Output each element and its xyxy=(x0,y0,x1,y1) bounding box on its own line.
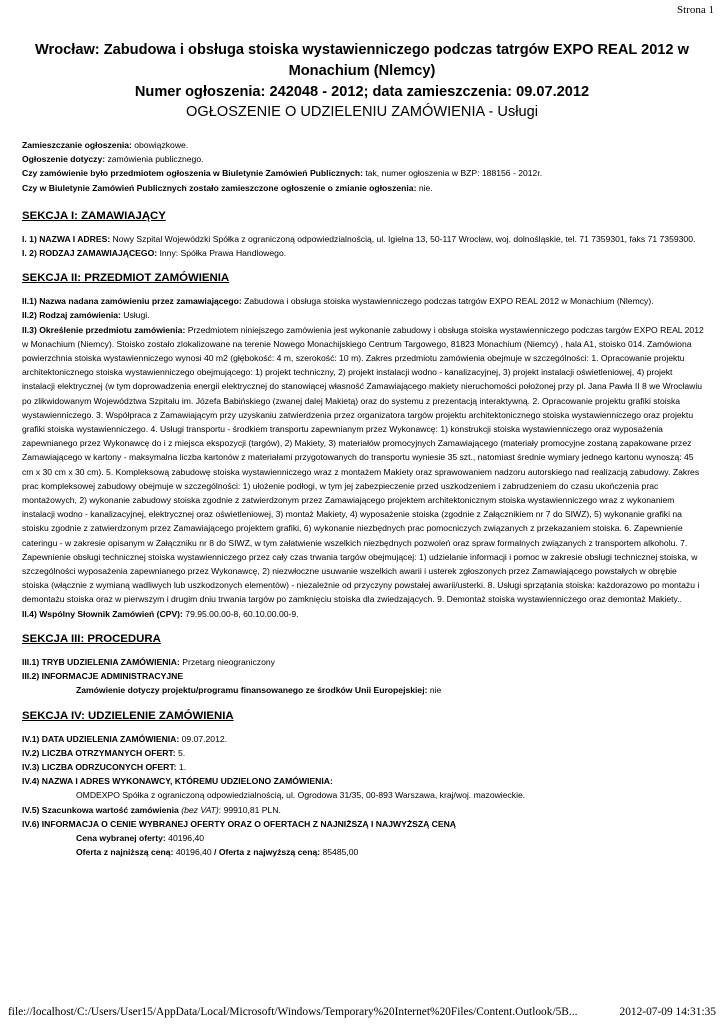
section-2-item xyxy=(22,323,704,607)
item-value: Inny: Spółka Prawa Handlowego. xyxy=(157,248,287,259)
intro-value: tak, numer ogłoszenia w BZP: 188156 - 2012r. xyxy=(362,168,543,179)
title-line-3: Numer ogłoszenia: 242048 - 2012; data zamieszczenia: 09.07.2012 xyxy=(134,84,590,100)
item-label: IV.3) LICZBA ODRZUCONYCH OFERT: xyxy=(22,761,177,772)
intro-line xyxy=(22,166,704,180)
item-value: 5. xyxy=(175,747,186,758)
lowest-price-label: Oferta z najniższą ceną: xyxy=(76,847,174,858)
item-value: 40196,40 xyxy=(165,832,205,843)
item-label: II.4) Wspólny Słownik Zamówień (CPV): xyxy=(22,608,183,619)
item-label: II.1) Nazwa nadana zamówieniu przez zamawiającego: xyxy=(22,296,242,307)
intro-line xyxy=(22,138,704,152)
section-2-item xyxy=(22,607,704,621)
intro-value: zamówienia publicznego. xyxy=(105,154,204,165)
item-label: Zamówienie dotyczy projektu/programu finansowanego ze środków Unii Europejskiej: xyxy=(76,685,428,696)
item-label: IV.6) INFORMACJA O CENIE WYBRANEJ OFERTY ORAZ O OFERTACH Z NAJNIŻSZĄ I NAJWYŻSZĄ CENĄ xyxy=(22,818,457,829)
item-value: nie xyxy=(427,685,442,696)
price-selected xyxy=(22,831,704,845)
footer-timestamp: 2012-07-09 14:31:35 xyxy=(619,1006,716,1018)
item-label: IV.5) Szacunkowa wartość zamówienia xyxy=(22,804,179,815)
intro-value: obowiązkowe. xyxy=(131,140,189,150)
intro-label: Czy w Biuletynie Zamówień Publicznych zostało zamieszczone ogłoszenie o zmianie ogłoszenia: xyxy=(22,182,417,193)
section-4-heading: SEKCJA IV: UDZIELENIE ZAMÓWIENIA xyxy=(22,709,234,722)
item-label: I. 2) RODZAJ ZAMAWIAJĄCEGO: xyxy=(22,248,158,259)
intro-block xyxy=(22,138,704,195)
intro-value: nie. xyxy=(416,182,433,193)
section-1-heading: SEKCJA I: ZAMAWIAJĄCY xyxy=(22,209,166,222)
price-separator: / xyxy=(211,847,219,858)
title-line-4: OGŁOSZENIE O UDZIELENIU ZAMÓWIENIA - Usługi xyxy=(186,104,538,120)
lowest-price-value: 40196,40 xyxy=(173,847,212,858)
announcement-title xyxy=(20,40,704,122)
section-4-item xyxy=(22,732,704,746)
item-label: I. 1) NAZWA I ADRES: xyxy=(22,233,111,244)
section-4-item xyxy=(22,760,704,774)
highest-price-label: Oferta z najwyższą ceną: xyxy=(218,847,321,858)
section-2-item xyxy=(22,294,704,308)
highest-price-value: 85485,00 xyxy=(320,847,359,858)
section-4-item xyxy=(22,774,704,788)
announcement-body xyxy=(22,138,704,859)
item-value: : 99910,81 PLN. xyxy=(218,804,281,815)
intro-label: Ogłoszenie dotyczy: xyxy=(22,154,106,165)
section-4-item xyxy=(22,746,704,760)
section-1-item xyxy=(22,246,704,260)
section-3-item xyxy=(22,655,704,669)
section-4-item xyxy=(22,817,704,831)
section-4-item xyxy=(22,803,704,817)
item-value: 79.95.00.00-8, 60.10.00.00-9. xyxy=(182,608,299,619)
title-line-1: Wrocław: Zabudowa i obsługa stoiska wystawienniczego podczas tatrgów EXPO REAL 2012 w xyxy=(35,42,689,58)
section-3-item xyxy=(22,669,704,683)
item-label: II.2) Rodzaj zamówienia: xyxy=(22,310,121,321)
section-3-heading: SEKCJA III: PROCEDURA xyxy=(22,632,161,645)
intro-label: Zamieszczanie ogłoszenia: xyxy=(22,140,132,150)
section-2-item xyxy=(22,308,704,322)
item-value: Zabudowa i obsługa stoiska wystawienniczego podczas tatrgów EXPO REAL 2012 w Monachium (Nlemcy). xyxy=(241,296,654,307)
item-label: II.3) Określenie przedmiotu zamówienia: xyxy=(22,324,186,335)
section-1-item xyxy=(22,232,704,246)
item-label: Cena wybranej oferty: xyxy=(76,832,166,843)
item-value: Przetarg nieograniczony xyxy=(179,656,275,667)
item-label: III.1) TRYB UDZIELENIA ZAMÓWIENIA: xyxy=(22,656,180,667)
item-label: IV.2) LICZBA OTRZYMANYCH OFERT: xyxy=(22,747,176,758)
price-range xyxy=(22,845,704,859)
section-2-heading: SEKCJA II: PRZEDMIOT ZAMÓWIENIA xyxy=(22,272,230,285)
intro-label: Czy zamówienie było przedmiotem ogłoszenia w Biuletynie Zamówień Publicznych: xyxy=(22,168,363,179)
page-number: Strona 1 xyxy=(677,4,714,16)
item-italic: (bez VAT) xyxy=(178,804,219,815)
footer-file-path: file://localhost/C:/Users/User15/AppData/Local/Microsoft/Windows/Temporary%20Internet%20Files/Content.Outlook/5B... xyxy=(8,1006,578,1018)
section-3-subitem xyxy=(22,683,704,697)
item-label: III.2) INFORMACJE ADMINISTRACYJNE xyxy=(22,671,184,682)
item-value: 1. xyxy=(176,761,187,772)
title-line-2: Monachium (Nlemcy) xyxy=(288,63,436,79)
contractor-address: OMDEXPO Spółka z ograniczoną odpowiedzialnością, ul. Ogrodowa 31/35, 00-893 Warszawa, kraj/woj. mazowieckie. xyxy=(76,790,526,801)
item-label: IV.4) NAZWA I ADRES WYKONAWCY, KTÓREMU UDZIELONO ZAMÓWIENIA: xyxy=(22,776,333,787)
item-value: Nowy Szpital Wojewódzki Spółka z ograniczoną odpowiedzialnością, ul. Igielna 13, 50-117 Wrocław, woj. dolnośląskie, tel. 71 7359301, faks 71 7359300. xyxy=(110,233,696,244)
intro-line xyxy=(22,152,704,166)
item-value: 09.07.2012. xyxy=(179,733,228,744)
item-label: IV.1) DATA UDZIELENIA ZAMÓWIENIA: xyxy=(22,733,180,744)
item-value: Przedmiotem niniejszego zamówienia jest wykonanie zabudowy i obsługa stoiska wystawienniczego podczas targów EXPO REAL 2012 w Monachium (Niemcy). Stoisko zostało zlokalizowane na terenie Nowego Monachijskiego Centrum Targowego, 81823 Monachium (Niemcy) , hala A1, stoisko 014. Zamówiona powierzchnia stoiska wystawienniczego wynosi 40 m2 (głębokość: 4 m, szerokość: 10 m). Zakres przedmiotu zamówienia obejmuje w szczególności: 1. Opracowanie projektu architektonicznego stoiska wystawienniczego obejmującego: 1) projekt techniczny, 2) projekt instalacji wodno - kanalizacyjnej, 3) projekt instalacji oświetleniowej, 4) projekt instalacji elektrycznej (w tym doprowadzenia energii elektrycznej do stanowiącej własność Zamawiającego makiety nieruchomości położonej przy pl. Jana Pawła II 8 we Wrocławiu po zlikwidowanym Województwa Szpitalu im. Józefa Babińskiego (zwanej dalej Makietą) oraz do systemu z prezentacją interaktywną. 2. Opracowanie projektu grafiki stoiska wystawienniczego. 3. Współpraca z Zamawiającym przy uzyskaniu zatwierdzenia przez organizatora targów projektu architektonicznego stoiska wystawienniczego oraz projektu grafiki stoiska wystawienniczego. 4. Usługi transportu - środkiem transportu zapewnianym przez Wykonawcę: 1) konstrukcji stoiska wystawienniczego oraz wyposażenia zapewnianego przez Wykonawcę do i z miejsca ekspozycji (targów), 2) Makiety, 3) materiałów promocyjnych Zamawiającego (materiały promocyjne zostaną zapakowane przez Zamawiającego w kartony - maksymalna liczba kartonów z materiałami przygotowanych do transportu wyniesie 35 szt., natomiast średnie wymiary jednego kartonu wynoszą: 45 cm x 30 cm x 30 cm). 5. Kompleksową zabudowę stoiska wystawienniczego wraz z montażem Makiety oraz sprawowaniem nadzoru autorskiego nad realizacją zabudowy. Zakres prac kompleksowej zabudowy obejmuje w szczególności: 1) ułożenie podłogi, w tym jej zabezpieczenie przed uszkodzeniem i zabrudzeniem do czasu ukończenia prac montażowych, 2) wykonanie zabudowy stoiska zgodnie z zatwierdzonym przez Zamawiającego projektem architektonicznym stoiska wystawienniczego wraz z wykonaniem instalacji wodno - kanalizacyjnej, elektrycznej oraz oświetleniowej, 3) montaż Makiety, 4) wyposażenie stoiska (zgodnie z Załącznikiem nr 7 do SIWZ), 5) wykonanie grafiki na stoisku zgodnie z zatwierdzonym przez Zamawiającego projektem grafiki, 6) wykonanie niezbędnych prac pomocniczych związanych z przekazaniem stoiska. 6. Zapewnienie cateringu - w zakresie opisanym w Załączniku nr 8 do SIWZ, w tym załatwienie wszelkich niezbędnych pozwoleń oraz spraw formalnych związanych z transportem alkoholu. 7. Zapewnienie obsługi technicznej stoiska wystawienniczego przez cały czas trwania targów obejmującej: 1) udzielanie informacji i pomoc w zakresie obsługi technicznej stoiska, w szczególności wyposażenia zapewnianego przez Wykonawcę, 2) niezwłoczne usuwanie wszelkich awarii i usterek zgłoszonych przez Zamawiającego powstałych w obrębie stoiska (włącznie z wymianą wadliwych lub uszkodzonych elementów) - niezależnie od przyczyny powstałej awarii/usterki. 8. Usługi sprzątania stoiska: każdorazowo po montażu i demontażu stoiska oraz w pierwszym i drugim dniu trwania targów po zamknięciu stoiska dla zwiedzających. 9. Demontaż stoiska wystawienniczego oraz demontaż Makiety.. xyxy=(22,324,704,605)
item-value: Usługi. xyxy=(120,310,150,321)
intro-line xyxy=(22,181,704,195)
